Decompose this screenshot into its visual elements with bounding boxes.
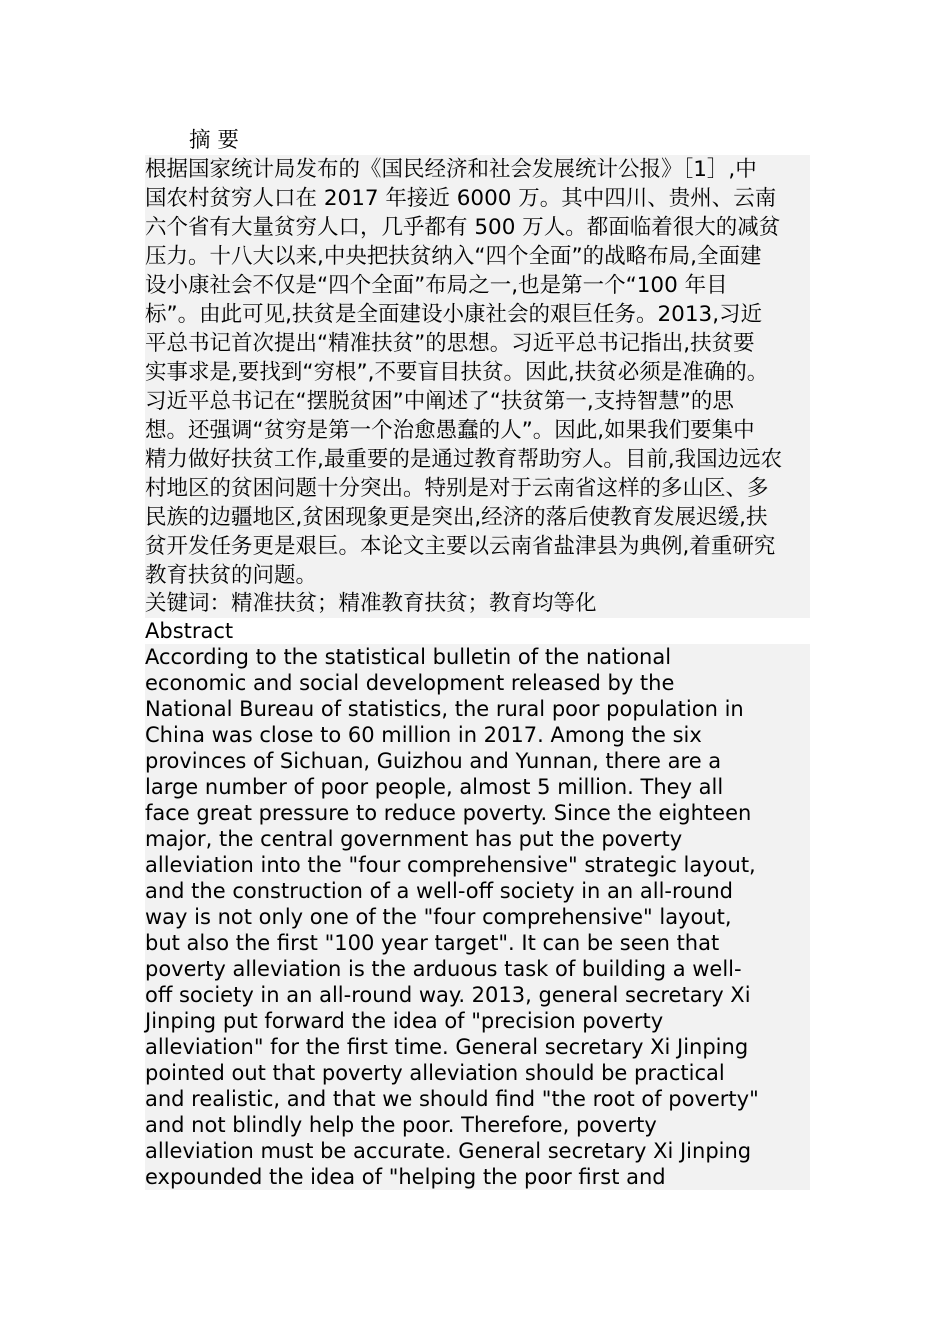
abstract-en-line: economic and social development released by the bbox=[145, 670, 810, 696]
abstract-en-line: and the construction of a well-off society in an all-round bbox=[145, 878, 810, 904]
abstract-zh-line: 设小康社会不仅是“四个全面”布局之一,也是第一个“100 年目 bbox=[145, 271, 810, 300]
abstract-zh-line: 实事求是,要找到“穷根”,不要盲目扶贫。因此,扶贫必须是准确的。 bbox=[145, 358, 810, 387]
abstract-zh-line: 习近平总书记在“摆脱贫困”中阐述了“扶贫第一,支持智慧”的思 bbox=[145, 387, 810, 416]
abstract-en-line: large number of poor people, almost 5 million. They all bbox=[145, 774, 810, 800]
abstract-en-line: alleviation must be accurate. General secretary Xi Jinping bbox=[145, 1138, 810, 1164]
abstract-zh-line: 贫开发任务更是艰巨。本论文主要以云南省盐津县为典例,着重研究 bbox=[145, 532, 810, 561]
abstract-zh-line: 精力做好扶贫工作,最重要的是通过教育帮助穷人。目前,我国边远农 bbox=[145, 445, 810, 474]
abstract-en-line: and realistic, and that we should find "the root of poverty" bbox=[145, 1086, 810, 1112]
abstract-en-line: and not blindly help the poor. Therefore, poverty bbox=[145, 1112, 810, 1138]
abstract-en-line: but also the first "100 year target". It can be seen that bbox=[145, 930, 810, 956]
abstract-body-en bbox=[145, 644, 810, 1190]
abstract-heading-en: Abstract bbox=[145, 619, 234, 643]
abstract-en-line: China was close to 60 million in 2017. Among the six bbox=[145, 722, 810, 748]
abstract-zh-line: 想。还强调“贫穷是第一个治愈愚蠢的人”。因此,如果我们要集中 bbox=[145, 416, 810, 445]
abstract-en-line: off society in an all-round way. 2013, general secretary Xi bbox=[145, 982, 810, 1008]
abstract-zh-line: 教育扶贫的问题。 bbox=[145, 561, 810, 590]
page-content bbox=[145, 126, 810, 1190]
abstract-en-line: alleviation into the "four comprehensive" strategic layout, bbox=[145, 852, 810, 878]
abstract-zh-line: 六个省有大量贫穷人口，几乎都有 500 万人。都面临着很大的减贫 bbox=[145, 213, 810, 242]
abstract-en-line: provinces of Sichuan, Guizhou and Yunnan, there are a bbox=[145, 748, 810, 774]
abstract-en-line: According to the statistical bulletin of the national bbox=[145, 644, 810, 670]
abstract-en-line: expounded the idea of "helping the poor first and bbox=[145, 1164, 810, 1190]
abstract-zh-line: 根据国家统计局发布的《国民经济和社会发展统计公报》［1］,中 bbox=[145, 155, 810, 184]
abstract-en-line: Jinping put forward the idea of "precision poverty bbox=[145, 1008, 810, 1034]
abstract-body-zh bbox=[145, 155, 810, 590]
abstract-en-line: National Bureau of statistics, the rural poor population in bbox=[145, 696, 810, 722]
abstract-zh-line: 平总书记首次提出“精准扶贫”的思想。习近平总书记指出,扶贫要 bbox=[145, 329, 810, 358]
abstract-zh-line: 国农村贫穷人口在 2017 年接近 6000 万。其中四川、贵州、云南 bbox=[145, 184, 810, 213]
abstract-en-line: pointed out that poverty alleviation should be practical bbox=[145, 1060, 810, 1086]
abstract-zh-line: 压力。十八大以来,中央把扶贫纳入“四个全面”的战略布局,全面建 bbox=[145, 242, 810, 271]
keywords-zh: 关键词：精准扶贫；精准教育扶贫；教育均等化 bbox=[145, 590, 810, 618]
abstract-en-line: way is not only one of the "four comprehensive" layout, bbox=[145, 904, 810, 930]
abstract-en-line: alleviation" for the first time. General secretary Xi Jinping bbox=[145, 1034, 810, 1060]
abstract-heading-zh: 摘 要 bbox=[189, 128, 239, 153]
abstract-zh-line: 标”。由此可见,扶贫是全面建设小康社会的艰巨任务。2013,习近 bbox=[145, 300, 810, 329]
abstract-zh-line: 村地区的贫困问题十分突出。特别是对于云南省这样的多山区、多 bbox=[145, 474, 810, 503]
abstract-en-line: major, the central government has put the poverty bbox=[145, 826, 810, 852]
abstract-en-line: face great pressure to reduce poverty. Since the eighteen bbox=[145, 800, 810, 826]
abstract-en-line: poverty alleviation is the arduous task of building a well- bbox=[145, 956, 810, 982]
abstract-zh-line: 民族的边疆地区,贫困现象更是突出,经济的落后使教育发展迟缓,扶 bbox=[145, 503, 810, 532]
